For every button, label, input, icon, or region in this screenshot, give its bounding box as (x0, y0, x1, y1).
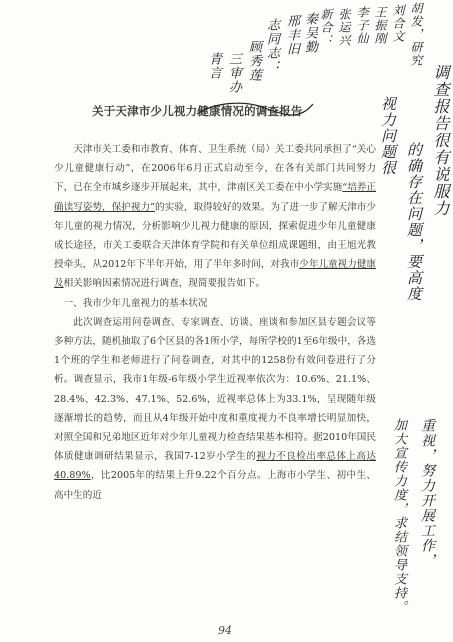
handwritten-annotation-col-9: 李子仙 (355, 6, 369, 45)
underlined-phrase: “培养正确读写姿势，保护视力” (54, 182, 377, 213)
section-heading (54, 294, 376, 313)
report-body (54, 140, 376, 505)
handwritten-annotation-col-10: 王振刚 (373, 6, 387, 45)
handwritten-annotation-col-2: 三审办 (226, 52, 241, 94)
handwritten-margin-note-col-2: 的确存在问题，要高度 (405, 142, 423, 302)
handwritten-margin-note-col-4: 重视，努力开展工作， (419, 418, 435, 568)
handwritten-margin-note-col-3: 视力问题很 (379, 96, 397, 176)
handwritten-annotation-col-3: 顾秀莲 (246, 40, 261, 82)
handwritten-annotation-col-6: 秦吴勤 (302, 12, 317, 54)
body-paragraph (54, 140, 376, 294)
handwritten-annotation-col-11: 刘合文 (391, 4, 405, 43)
report-title: 关于天津市少儿视力健康情况的调查报告 (92, 104, 303, 118)
handwritten-annotation-col-5: 邢丰旧 (284, 14, 299, 56)
text-run: 一、我市少年儿童视力的基本状况 (63, 297, 208, 309)
handwritten-annotation-col-4: 志同志： (264, 18, 279, 74)
text-run: 此次调查运用问卷调查、专家调查、访谈、座谈和参加区县专题会议等多种方法，随机抽取了6个区县的各1所小学，每所学校的1至6年级中，各选1个班的学生和老师进行了问卷调查，对其中的1258份有效问卷进行了分析。调查显示，我市1年级-6年级小学生近视率依次为：10.6%、21.1%、28.4%、42.3%、47.1%、52.6%，近视率总体上为33.1%，呈现随年级逐渐增长的趋势，而且从4年级开始中度和重度视力不良率增长明显加快，对照全国和兄弟地区近年对少年儿童视力检查结果基本相符。据2010年国民体质健康调研结果显示，我国7-12岁小学生的 (54, 316, 376, 463)
handwritten-margin-note-col-5: 加大宣传力度，求结领导支持。 (391, 418, 406, 614)
text-run: 天津市关工委和市教育、体育、卫生系统（局）关工委共同承担了“关心少儿童健康行动”，在2006年6月正式启动至今，在各有关部门共同努力下，已在全市城乡逐步开展起来，其中，津南区关工委在中小学实施 (54, 144, 376, 194)
handwritten-annotation-col-8: 张运兴 (337, 8, 351, 47)
underlined-phrase: 视力不良检出率总体上高达40.89% (54, 451, 377, 482)
text-run: ，比2005年的结果上升9.22个百分点。上海市小学生、初中生、高中生的近 (54, 470, 376, 501)
body-paragraph (54, 313, 376, 505)
handwritten-annotation-col-7: 新合： (319, 8, 333, 47)
text-run: 相关影响因素情况进行调查，现简要报告如下。 (63, 278, 266, 290)
page-number: 94 (218, 624, 232, 637)
handwritten-annotation-col-1: 青言 (206, 52, 221, 80)
underlined-phrase: 少年儿童视力健康及 (54, 259, 377, 290)
handwritten-margin-note-col-1: 调查报告很有说服力 (431, 64, 450, 217)
handwritten-annotation-col-12: 胡发，研究 (409, 2, 423, 67)
pen-stroke-mark (195, 96, 315, 126)
text-run: 的实验，取得较好的效果。为了进一步了解天津市少年儿童的视力情况，分析影响少儿视力健康的原因，探索促进少年儿童健康成长途径，市关工委联合天津体育学院和有关单位组成课题组，由王旭光教授牵头，从2012年下半年开始，用了半年多时间，对我市 (54, 201, 377, 271)
